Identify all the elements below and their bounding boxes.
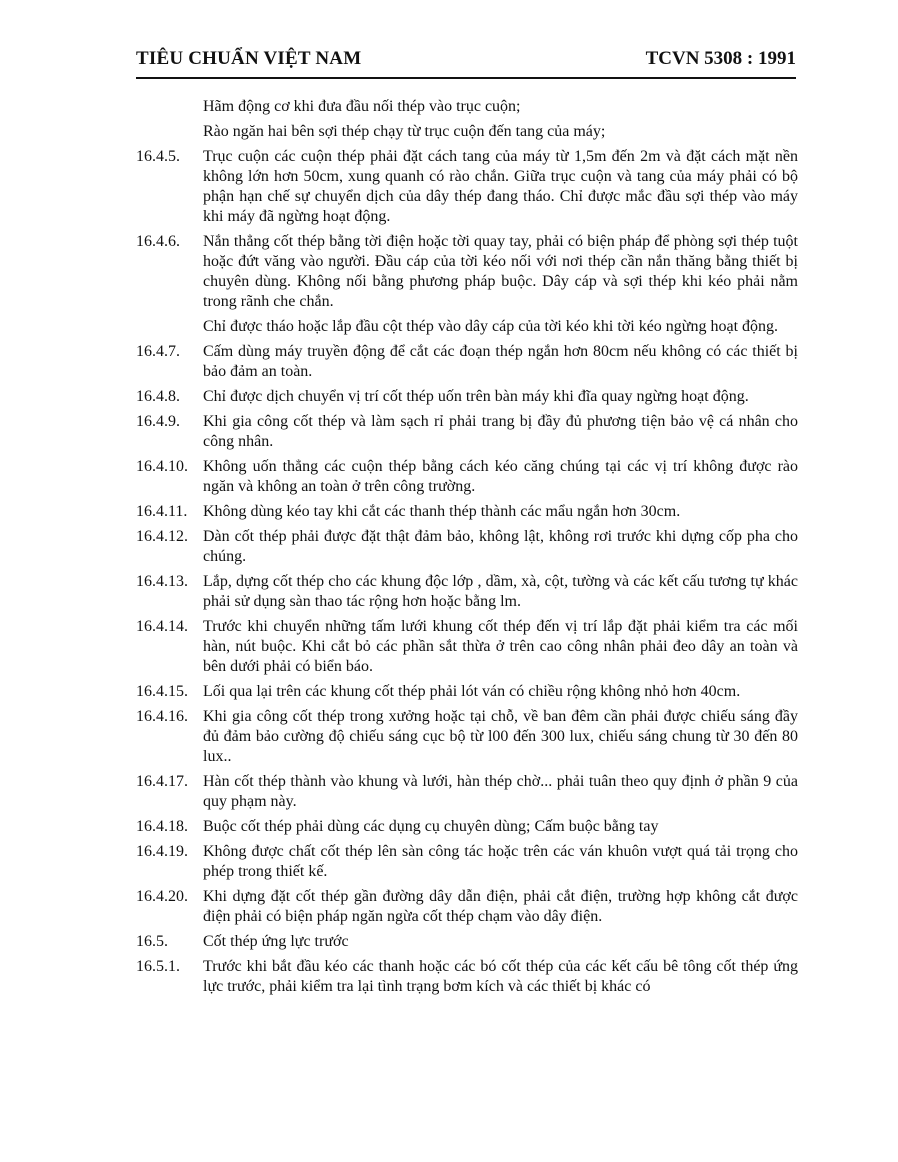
clause-number: 16.4.15. <box>136 683 188 700</box>
clause-text: Trước khi bắt đầu kéo các thanh hoặc các bó cốt thép của các kết cấu bê tông cốt thép ứng lực trước, phải kiểm tra lại tình trạng bơm kích và các thiết bị khác có <box>203 958 798 995</box>
clause-item <box>136 957 798 997</box>
clause-text: Không dùng kéo tay khi cắt các thanh thép thành các mẩu ngắn hơn 30cm. <box>203 503 681 520</box>
clause-item <box>136 572 798 612</box>
clause-number: 16.4.14. <box>136 618 188 635</box>
clause-text: Không uốn thẳng các cuộn thép bằng cách kéo căng chúng tại các vị trí không được rào ngăn và không an toàn ở trên công trường. <box>203 458 798 495</box>
clause-text: Không được chất cốt thép lên sàn công tác hoặc trên các ván khuôn vượt quá tải trọng cho phép trong thiết kế. <box>203 843 798 880</box>
clause-text: Khi dựng đặt cốt thép gần đường dây dẫn điện, phải cắt điện, trường hợp không cắt được điện phải có biện pháp ngăn ngừa cốt thép chạm vào dây điện. <box>203 888 798 925</box>
clause-item <box>136 317 798 337</box>
clause-number: 16.4.7. <box>136 343 180 360</box>
clause-text: Khi gia công cốt thép trong xưởng hoặc tại chỗ, về ban đêm cần phải được chiếu sáng đầy đủ đảm bảo cường độ chiếu sáng cục bộ từ l00 đến 300 lux, chiếu sáng chung từ 30 đến 80 lux.. <box>203 708 798 765</box>
clause-item <box>136 502 798 522</box>
clause-number: 16.4.8. <box>136 388 180 405</box>
clause-text: Cốt thép ứng lực trước <box>203 933 349 950</box>
clause-number: 16.4.13. <box>136 573 188 590</box>
clause-item <box>136 932 798 952</box>
clause-item <box>136 842 798 882</box>
clause-number <box>136 317 203 337</box>
page-header <box>136 48 796 74</box>
clause-item <box>136 387 798 407</box>
clause-number: 16.4.9. <box>136 413 180 430</box>
standard-title: TIÊU CHUẨN VIỆT NAM <box>136 48 362 69</box>
clause-number: 16.4.20. <box>136 888 188 905</box>
clause-item <box>136 817 798 837</box>
clause-text: Trước khi chuyển những tấm lưới khung cốt thép đến vị trí lắp đặt phải kiểm tra các mối hàn, nút buộc. Khi cắt bỏ các phần sắt thừa ở trên cao công nhân phải đeo dây an toàn và bên dưới phải có biển báo. <box>203 618 798 675</box>
document-body <box>136 97 798 1002</box>
clause-item <box>136 232 798 312</box>
clause-number: 16.4.16. <box>136 708 188 725</box>
clause-item <box>136 412 798 452</box>
intro-line: Hãm động cơ khi đưa đầu nối thép vào trục cuộn; <box>203 98 521 115</box>
clause-text: Chỉ được dịch chuyển vị trí cốt thép uốn trên bàn máy khi đĩa quay ngừng hoạt động. <box>203 388 749 405</box>
clause-item <box>136 147 798 227</box>
clause-number: 16.4.19. <box>136 843 188 860</box>
intro-line: Rào ngăn hai bên sợi thép chạy từ trục cuộn đến tang của máy; <box>203 123 606 140</box>
clause-item <box>136 772 798 812</box>
clause-list <box>136 147 798 997</box>
clause-text: Buộc cốt thép phải dùng các dụng cụ chuyên dùng; Cấm buộc bằng tay <box>203 818 659 835</box>
clause-number: 16.4.6. <box>136 233 180 250</box>
clause-item <box>136 617 798 677</box>
clause-number: 16.4.18. <box>136 818 188 835</box>
standard-code: TCVN 5308 : 1991 <box>645 48 796 69</box>
clause-text: Dàn cốt thép phải được đặt thật đảm bảo, không lật, không rơi trước khi dựng cốp pha cho chúng. <box>203 528 798 565</box>
clause-text: Lắp, dựng cốt thép cho các khung độc lớp , dầm, xà, cột, tường và các kết cấu tương tự khác phải sử dụng sàn thao tác rộng hơn hoặc bằng lm. <box>203 573 798 610</box>
clause-number: 16.5.1. <box>136 958 180 975</box>
clause-text: Chỉ được tháo hoặc lắp đầu cột thép vào dây cáp của tời kéo khi tời kéo ngừng hoạt động. <box>203 318 779 335</box>
clause-text: Cấm dùng máy truyền động để cắt các đoạn thép ngắn hơn 80cm nếu không có các thiết bị bảo đảm an toàn. <box>203 343 798 380</box>
clause-item <box>136 887 798 927</box>
clause-number: 16.4.5. <box>136 148 180 165</box>
clause-number: 16.5. <box>136 933 168 950</box>
clause-number: 16.4.11. <box>136 503 188 520</box>
clause-item <box>136 682 798 702</box>
clause-text: Lối qua lại trên các khung cốt thép phải lót ván có chiều rộng không nhỏ hơn 40cm. <box>203 683 741 700</box>
clause-text: Trục cuộn các cuộn thép phải đặt cách tang của máy từ 1,5m đến 2m và đặt cách mặt nền không lớn hơn 50cm, xung quanh có rào chắn. Giữa trục cuộn và tang của máy phải có bộ phận hạn chế sự chuyển dịch của dây thép đang tháo. Chỉ được mắc đầu sợi thép vào máy khi máy đã ngừng hoạt động. <box>203 148 798 225</box>
clause-item <box>136 527 798 567</box>
clause-item <box>136 707 798 767</box>
clause-item <box>136 342 798 382</box>
clause-number: 16.4.17. <box>136 773 188 790</box>
clause-item <box>136 457 798 497</box>
clause-text: Khi gia công cốt thép và làm sạch rỉ phải trang bị đầy đủ phương tiện bảo vệ cá nhân cho công nhân. <box>203 413 798 450</box>
clause-text: Hàn cốt thép thành vào khung và lưới, hàn thép chờ... phải tuân theo quy định ở phần 9 của quy phạm này. <box>203 773 798 810</box>
header-divider <box>136 77 796 79</box>
clause-number: 16.4.10. <box>136 458 188 475</box>
clause-number: 16.4.12. <box>136 528 188 545</box>
clause-text: Nắn thẳng cốt thép bằng tời điện hoặc tời quay tay, phải có biện pháp để phòng sợi thép tuột hoặc đứt văng vào người. Đầu cáp của tời kéo nối với nơi thép cần nắn thăng bằng thiết bị chuyên dùng. Không nối bằng phương pháp buộc. Dây cáp và sợi thép khi kéo phải nằm trong rãnh che chắn. <box>203 233 798 310</box>
